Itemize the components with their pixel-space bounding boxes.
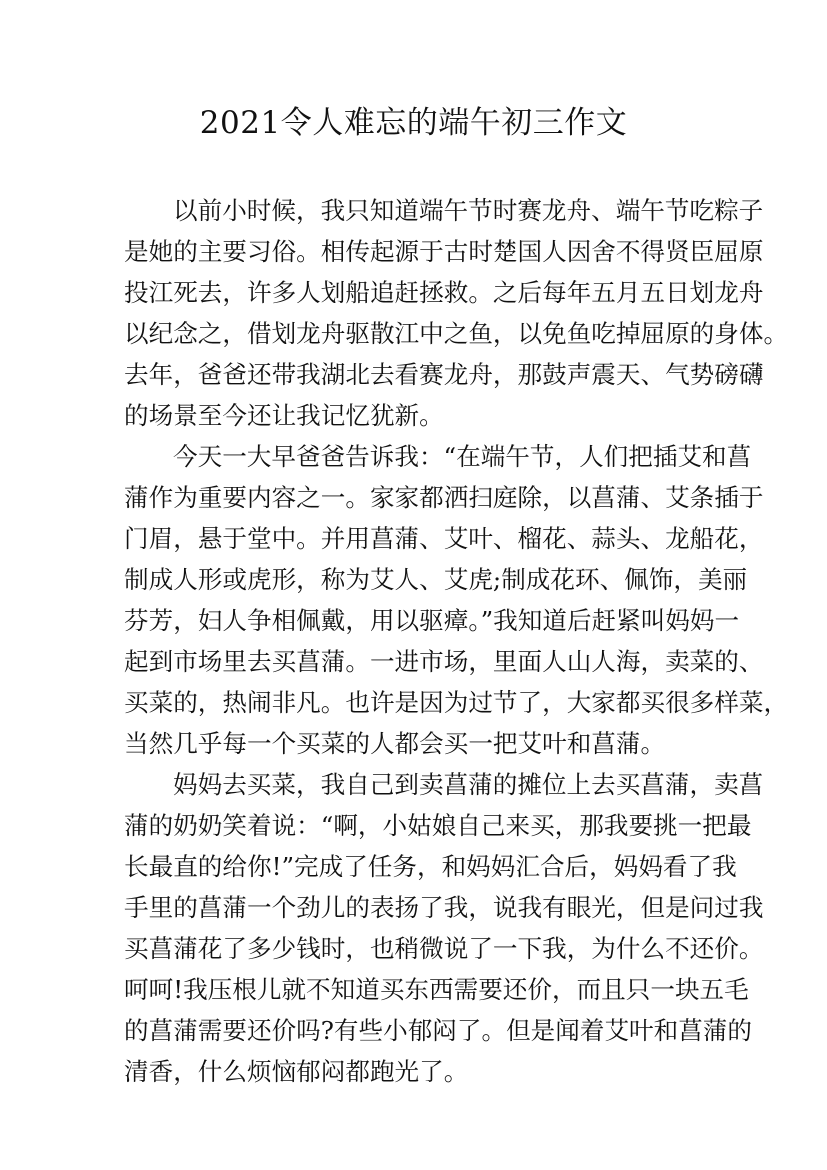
text-line: 以纪念之，借划龙舟驱散江中之鱼，以免鱼吃掉屈原的身体。 — [124, 319, 789, 348]
text-line: 蒲作为重要内容之一。家家都洒扫庭除，以菖蒲、艾条插于 — [124, 483, 764, 512]
text-line: 制成人形或虎形，称为艾人、艾虎;制成花环、佩饰，美丽 — [124, 565, 748, 594]
text-line: 的场景至今还让我记忆犹新。 — [124, 401, 444, 430]
text-line: 当然几乎每一个买菜的人都会买一把艾叶和菖蒲。 — [124, 729, 666, 758]
text-line: 清香，什么烦恼郁闷都跑光了。 — [124, 1057, 469, 1086]
text-line: 是她的主要习俗。相传起源于古时楚国人因舍不得贤臣屈原 — [124, 237, 764, 266]
text-line: 芬芳，妇人争相佩戴，用以驱瘴。”我知道后赶紧叫妈妈一 — [124, 606, 740, 635]
text-line: 长最直的给你!”完成了任务，和妈妈汇合后，妈妈看了我 — [124, 852, 737, 881]
text-line: 呵呵!我压根儿就不知道买东西需要还价，而且只一块五毛 — [124, 975, 749, 1004]
text-line: 今天一大早爸爸告诉我：“在端午节，人们把插艾和菖 — [173, 442, 752, 471]
text-line: 买菖蒲花了多少钱时，也稍微说了一下我，为什么不还价。 — [124, 934, 764, 963]
text-line: 门眉，悬于堂中。并用菖蒲、艾叶、榴花、蒜头、龙船花， — [124, 524, 764, 553]
text-line: 手里的菖蒲一个劲儿的表扬了我，说我有眼光，但是问过我 — [124, 893, 764, 922]
text-line: 投江死去，许多人划船追赶拯救。之后每年五月五日划龙舟 — [124, 278, 764, 307]
text-line: 妈妈去买菜，我自己到卖菖蒲的摊位上去买菖蒲，卖菖 — [173, 770, 764, 799]
text-line: 起到市场里去买菖蒲。一进市场，里面人山人海，卖菜的、 — [124, 647, 764, 676]
document-title: 2021令人难忘的端午初三作文 — [199, 105, 628, 141]
text-line: 的菖蒲需要还价吗?有些小郁闷了。但是闻着艾叶和菖蒲的 — [124, 1016, 753, 1045]
text-line: 以前小时候，我只知道端午节时赛龙舟、端午节吃粽子 — [173, 196, 764, 225]
text-line: 去年，爸爸还带我湖北去看赛龙舟，那鼓声震天、气势磅礴 — [124, 360, 764, 389]
text-line: 蒲的奶奶笑着说：“啊，小姑娘自己来买，那我要挑一把最 — [124, 811, 752, 840]
text-line: 买菜的，热闹非凡。也许是因为过节了，大家都买很多样菜， — [124, 688, 789, 717]
